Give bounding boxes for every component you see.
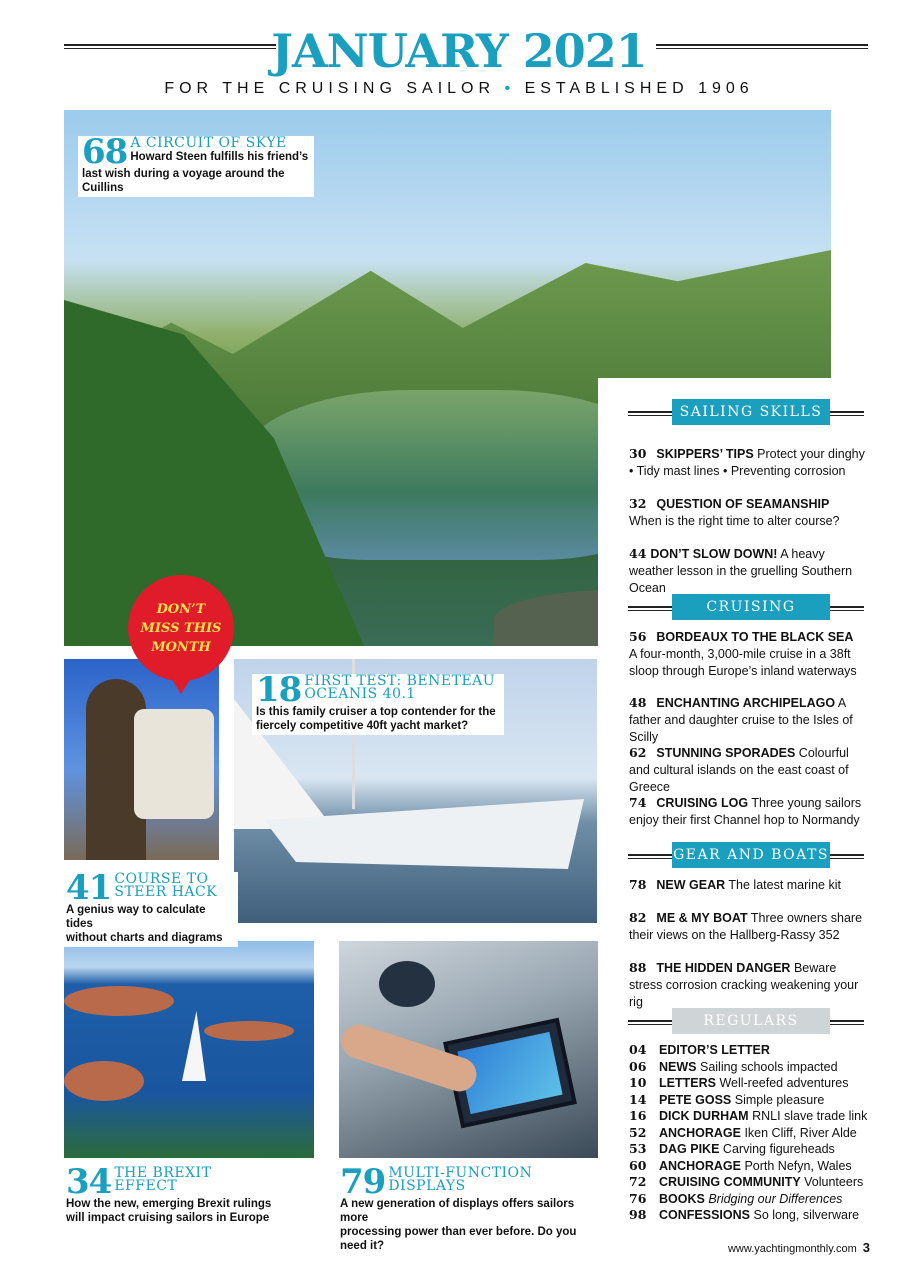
feature-41[interactable] [64,868,238,947]
contents-entry[interactable]: 62 STUNNING SPORADES Colourful and cultural islands on the east coast of Greece [629,745,849,794]
contents-entry[interactable]: 72 CRUISING COMMUNITY Volunteers [629,1174,864,1189]
feature-title: DISPLAYS [388,1178,466,1194]
section-header-gear: GEAR AND BOATS [628,842,864,868]
contents-entry[interactable]: 04 EDITOR’S LETTER [629,1042,770,1057]
contents-entry[interactable]: 88 THE HIDDEN DANGER Beware stress corrosion cracking weakening your rig [629,960,859,1009]
feature-desc: processing power than ever before. Do you need it? [340,1226,577,1252]
section-header-regulars: REGULARS [628,1008,864,1034]
feature-18[interactable] [252,670,504,735]
feature-title: MULTI-FUNCTION [388,1165,533,1181]
feature-desc: How the new, emerging Brexit rulings [66,1198,272,1210]
footer-url[interactable]: www.yachtingmonthly.com [727,1243,857,1255]
feature-desc: A genius way to calculate tides [66,904,206,930]
tagline-right: ESTABLISHED 1906 [524,80,754,97]
brexit-photo [64,941,314,1158]
badge-text: DON’T MISS THIS MONTH [140,602,222,655]
section-header-sailing-skills: SAILING SKILLS [628,399,864,425]
feature-desc: Is this family cruiser a top contender for the [256,706,496,718]
tagline-left: FOR THE CRUISING SAILOR [164,80,496,97]
plotter-photo [339,941,598,1158]
contents-entry[interactable]: 06 NEWS Sailing schools impacted [629,1058,838,1074]
feature-number: 41 [66,868,112,908]
masthead-title: JANUARY 2021 [271,24,647,78]
feature-title: FIRST TEST: BENETEAU [304,673,496,689]
contents-entry[interactable]: 53 DAG PIKE Carving figureheads [629,1141,835,1156]
contents-entry[interactable]: 98 CONFESSIONS So long, silverware [629,1207,860,1222]
contents-entry[interactable]: 16 DICK DURHAM RNLI slave trade link [629,1108,868,1123]
feature-desc: fiercely competitive 40ft yacht market? [256,720,469,732]
contents-column [598,378,904,1238]
feature-number: 79 [340,1162,386,1202]
feature-number: 18 [256,670,302,710]
page-footer [700,1240,870,1255]
regulars-list [629,1042,879,1224]
contents-entry[interactable]: 30 SKIPPERS’ TIPS Protect your dinghy • Tidy mast lines • Preventing corrosion [629,446,865,478]
contents-entry[interactable]: 10 LETTERS Well-reefed adventures [629,1075,849,1090]
feature-79[interactable] [336,1162,602,1255]
contents-entry[interactable]: 60 ANCHORAGE Porth Nefyn, Wales [629,1157,852,1173]
tagline-separator: • [504,80,516,97]
contents-entry[interactable]: 76 BOOKS Bridging our Differences [629,1190,843,1206]
feature-desc: will impact cruising sailors in Europe [66,1212,270,1224]
feature-title: STEER HACK [114,884,218,900]
feature-34[interactable] [64,1162,320,1227]
contents-entry[interactable]: 44 DON’T SLOW DOWN! A heavy weather lesson in the gruelling Southern Ocean [629,546,853,595]
page-number: 3 [862,1240,870,1255]
section-header-cruising: CRUISING [628,594,864,620]
feature-number: 34 [66,1162,112,1202]
contents-entry[interactable]: 14 PETE GOSS Simple pleasure [629,1091,825,1107]
contents-entry[interactable]: 74 CRUISING LOG Three young sailors enjoy their first Channel hop to Normandy [629,795,862,827]
feature-title: COURSE TO [114,871,209,887]
feature-68[interactable] [78,132,314,197]
feature-title: OCEANIS 40.1 [304,686,416,702]
feature-title: A CIRCUIT OF SKYE [130,135,287,151]
feature-number: 68 [82,132,128,172]
contents-entry[interactable]: 56 BORDEAUX TO THE BLACK SEA A four-month, 3,000-mile cruise in a 38ft sloop through Europe’s inland waterways [629,629,857,678]
feature-desc: without charts and diagrams [66,932,223,944]
feature-title: THE BREXIT [114,1165,212,1181]
feature-desc: Howard Steen fulfills his friend’s [130,151,309,163]
contents-entry[interactable]: 52 ANCHORAGE Iken Cliff, River Alde [629,1124,857,1140]
feature-title: EFFECT [114,1178,178,1194]
masthead-tagline [0,80,918,98]
helm-photo [64,659,219,860]
feature-desc: A new generation of displays offers sailors more [340,1198,575,1224]
feature-desc: last wish during a voyage around the Cuillins [82,168,285,194]
contents-entry[interactable]: 82 ME & MY BOAT Three owners share their views on the Hallberg-Rassy 352 [629,910,863,942]
contents-entry[interactable]: 78 NEW GEAR The latest marine kit [629,877,841,892]
contents-entry[interactable]: 48 ENCHANTING ARCHIPELAGO A father and daughter cruise to the Isles of Scilly [629,695,853,744]
contents-entry[interactable]: 32 QUESTION OF SEAMANSHIP When is the right time to alter course? [629,496,840,528]
